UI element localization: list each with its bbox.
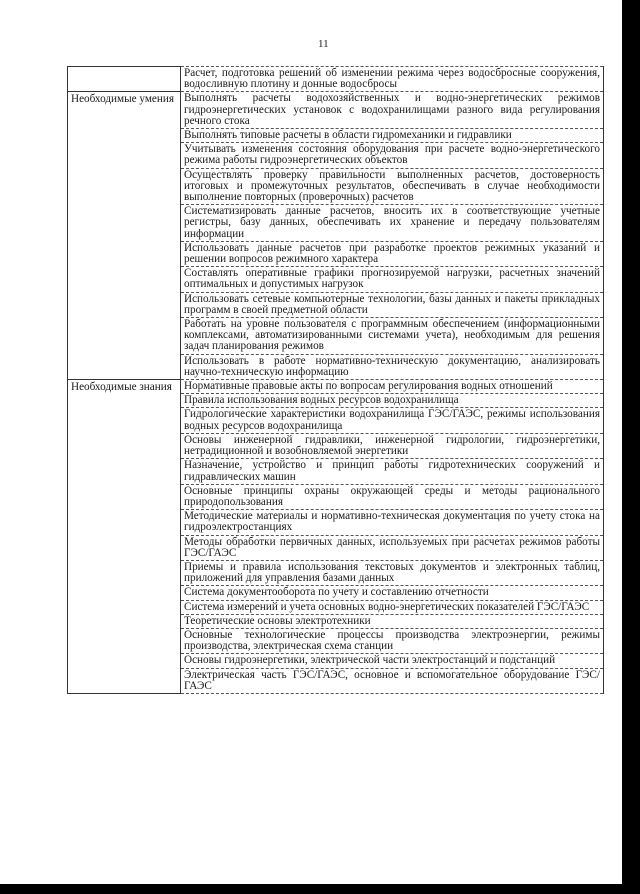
requirement-item: Основные принципы охраны окружающей среды и методы рационального природопользования	[181, 484, 604, 509]
table-row	[68, 92, 604, 129]
section-label	[68, 67, 181, 92]
requirement-item: Методические материалы и нормативно-техническая документация по учету стока на гидроэлектростанциях	[181, 510, 604, 535]
requirement-item: Система измерений и учета основных водно-энергетических показателей ГЭС/ГАЭС	[181, 600, 604, 614]
requirement-item: Систематизировать данные расчетов, вносить их в соответствующие учетные регистры, базу данных, обеспечивать их хранение и передачу пользователям информации	[181, 205, 604, 242]
table-row	[68, 67, 604, 92]
requirement-item: Работать на уровне пользователя с программным обеспечением (информационными комплексами, автоматизированными системами учета), необходимым для решения задач планирования режимов	[181, 318, 604, 355]
requirements-table	[67, 66, 604, 694]
requirement-item: Основные технологические процессы производства электроэнергии, режимы производства, электрическая схема станции	[181, 628, 604, 653]
requirement-item: Выполнять типовые расчеты в области гидромеханики и гидравлики	[181, 129, 604, 143]
requirement-item: Нормативные правовые акты по вопросам регулирования водных отношений	[181, 380, 604, 394]
section-label: Необходимые умения	[68, 92, 181, 380]
requirement-item: Использовать данные расчетов при разработке проектов режимных указаний и решении вопросов режимного характера	[181, 241, 604, 266]
requirement-item: Учитывать изменения состояния оборудования при расчете водно-энергетического режима работы гидроэнергетических объектов	[181, 143, 604, 168]
requirement-item: Система документооборота по учету и составлению отчетности	[181, 586, 604, 600]
requirement-item: Теоретические основы электротехники	[181, 614, 604, 628]
requirement-item: Осуществлять проверку правильности выполненных расчетов, достоверность итоговых и промежуточных результатов, обеспечивать в случае необходимости выполнение повторных (проверочных) расчетов	[181, 168, 604, 205]
page-number: 11	[318, 38, 329, 50]
requirement-item: Расчет, подготовка решений об изменении режима через водосбросные сооружения, водосливную плотину и донные водосбросы	[181, 67, 604, 92]
requirements-table-body	[68, 67, 604, 694]
requirement-item: Приемы и правила использования текстовых документов и электронных таблиц, приложений для управления базами данных	[181, 560, 604, 585]
requirement-item: Выполнять расчеты водохозяйственных и водно-энергетических режимов гидроэнергетических установок с водохранилищами разного вида регулирования речного стока	[181, 92, 604, 129]
requirement-item: Основы гидроэнергетики, электрической части электростанций и подстанций	[181, 654, 604, 668]
requirement-item: Электрическая часть ГЭС/ГАЭС, основное и вспомогательное оборудование ГЭС/ГАЭС	[181, 668, 604, 693]
requirement-item: Правила использования водных ресурсов водохранилища	[181, 394, 604, 408]
table-row	[68, 380, 604, 394]
requirement-item: Методы обработки первичных данных, используемых при расчетах режимов работы ГЭС/ГАЭС	[181, 535, 604, 560]
requirement-item: Основы инженерной гидравлики, инженерной гидрологии, гидроэнергетики, нетрадиционной и возобновляемой энергетики	[181, 433, 604, 458]
section-label: Необходимые знания	[68, 380, 181, 694]
requirement-item: Гидрологические характеристики водохранилища ГЭС/ГАЭС, режимы использования водных ресурсов водохранилища	[181, 408, 604, 433]
requirement-item: Использовать в работе нормативно-техническую документацию, анализировать научно-техническую информацию	[181, 354, 604, 379]
requirement-item: Составлять оперативные графики прогнозируемой нагрузки, расчетных значений оптимальных и допустимых нагрузок	[181, 267, 604, 292]
requirement-item: Назначение, устройство и принцип работы гидротехнических сооружений и гидравлических машин	[181, 459, 604, 484]
requirement-item: Использовать сетевые компьютерные технологии, базы данных и пакеты прикладных программ в своей предметной области	[181, 292, 604, 317]
